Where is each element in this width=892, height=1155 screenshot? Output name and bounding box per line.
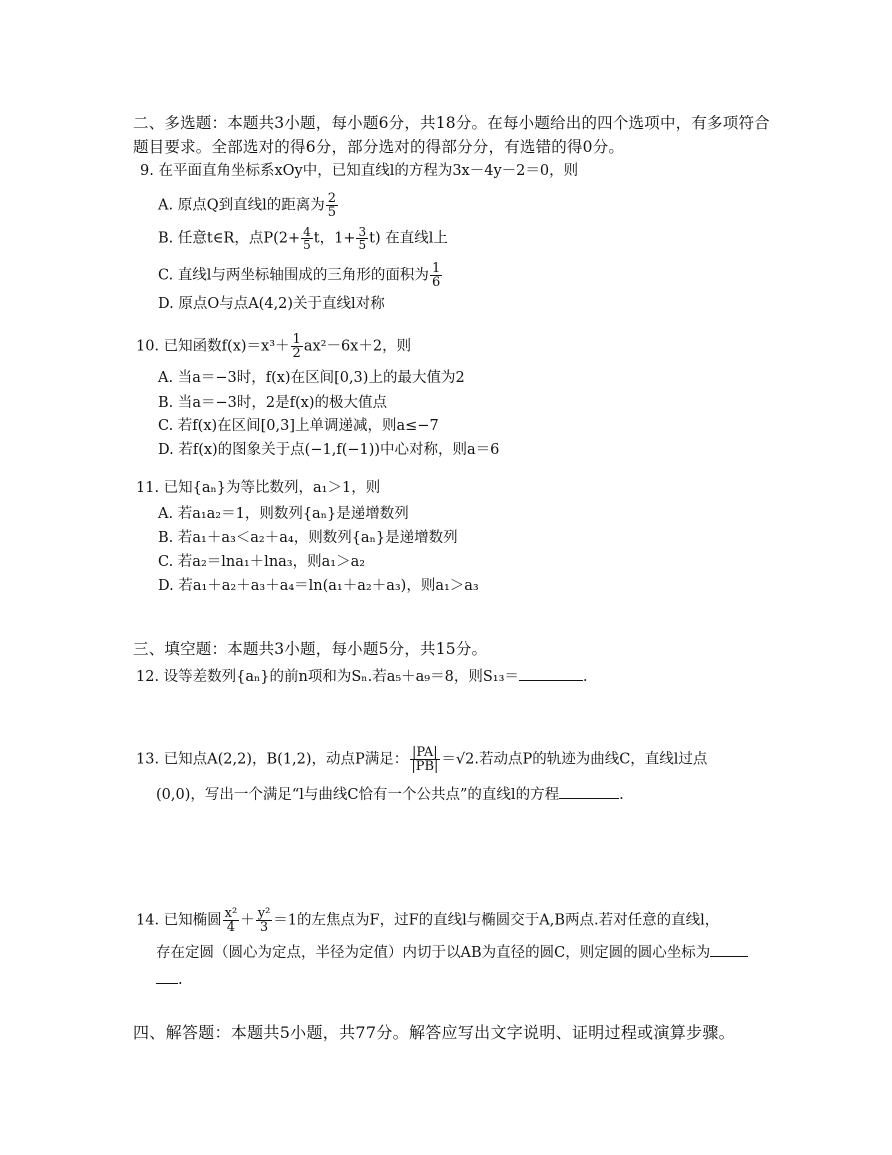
fraction <box>223 907 240 934</box>
answer-blank <box>559 784 619 799</box>
fraction <box>430 262 442 289</box>
q14-plus: ＋ <box>240 912 255 929</box>
fraction-numerator: |PA| <box>411 745 438 760</box>
q10-stem <box>136 333 411 360</box>
q11-option-b: B. 若a₁＋a₃＜a₂＋a₄，则数列{aₙ}是递增数列 <box>158 530 458 546</box>
fraction-numerator: y² <box>257 906 271 921</box>
fraction-numerator: 3 <box>358 225 367 239</box>
q12-text: 12. 设等差数列{aₙ}的前n项和为Sₙ.若a₅＋a₉＝8，则S₁₃＝ <box>136 669 519 685</box>
fraction-denominator: 5 <box>327 205 336 220</box>
q14-text-pre: 14. 已知椭圆 <box>136 912 222 929</box>
q10-option-c: C. 若f(x)在区间[0,3]上单调递减，则a≤−7 <box>158 418 439 434</box>
q10-stem-pre: 10. 已知函数f(x)＝x³＋ <box>136 338 290 355</box>
q9-option-d: D. 原点O与点A(4,2)关于直线l对称 <box>158 296 385 312</box>
q9-c-text: C. 直线l与两坐标轴围成的三角形的面积为 <box>158 267 429 284</box>
fraction-denominator: 6 <box>431 275 441 290</box>
fraction <box>256 907 273 934</box>
fraction <box>409 746 440 773</box>
q9-option-b <box>158 226 448 251</box>
q14-line2-text: 存在定圆（圆心为定点，半径为定值）内切于以AB为直径的圆C，则定圆的圆心坐标为 <box>156 945 711 961</box>
fraction-denominator: 2 <box>292 346 301 361</box>
q9-a-text: A. 原点Q到直线l的距离为 <box>158 197 325 214</box>
q9-stem: 9. 在平面直角坐标系xOy中，已知直线l的方程为3x－4y－2＝0，则 <box>140 163 579 179</box>
section2-heading-line2: 题目要求。全部选对的得6分，部分选对的得部分分，有选错的得0分。 <box>133 138 625 156</box>
section2-heading-line1: 二、多选题：本题共3小题，每小题6分，共18分。在每小题给出的四个选项中，有多项符合 <box>133 114 770 132</box>
q13-text-pre: 13. 已知点A(2,2)，B(1,2)，动点P满足： <box>136 751 409 768</box>
fraction-denominator: 4 <box>226 920 236 935</box>
q13-line1 <box>136 746 707 773</box>
q13-end: . <box>619 787 624 803</box>
answer-blank-continued <box>156 969 178 984</box>
q13-line2-text: (0,0)，写出一个满足“l与曲线C恰有一个公共点”的直线l的方程 <box>156 787 560 803</box>
fraction-denominator: |PB| <box>411 759 439 774</box>
fraction-numerator: x² <box>224 906 238 921</box>
q12-end: . <box>582 669 588 685</box>
q13-line2 <box>156 784 624 805</box>
fraction <box>326 192 338 219</box>
fraction-numerator: 1 <box>431 261 441 276</box>
q9-b-text-pre: B. 任意t∈R，点P(2+ <box>158 230 301 247</box>
q9-option-c <box>158 262 443 289</box>
q12-question <box>136 666 588 687</box>
q14-text-post: ＝1的左焦点为F，过F的直线l与椭圆交于A,B两点.若对任意的直线l， <box>273 912 720 929</box>
q14-line3 <box>156 969 183 990</box>
q10-option-d: D. 若f(x)的图象关于点(−1,f(−1))中心对称，则a＝6 <box>158 442 500 458</box>
answer-blank <box>710 942 748 957</box>
q10-option-a: A. 当a＝−3时，f(x)在区间[0,3)上的最大值为2 <box>158 370 465 386</box>
fraction <box>301 226 313 251</box>
q9-b-text-mid: t，1+ <box>313 230 356 247</box>
fraction-denominator: 5 <box>358 238 367 252</box>
q11-option-d: D. 若a₁＋a₂＋a₃＋a₄＝ln(a₁＋a₂＋a₃)，则a₁＞a₃ <box>158 578 479 594</box>
section3-heading: 三、填空题：本题共3小题，每小题5分，共15分。 <box>133 640 488 658</box>
fraction <box>291 333 303 360</box>
q11-option-c: C. 若a₂＝lna₁＋lna₃，则a₁＞a₂ <box>158 554 366 570</box>
q11-option-a: A. 若a₁a₂＝1，则数列{aₙ}是递增数列 <box>158 506 409 522</box>
fraction-numerator: 4 <box>303 225 311 239</box>
fraction-numerator: 2 <box>327 191 336 206</box>
answer-blank <box>519 666 583 681</box>
q11-stem: 11. 已知{aₙ}为等比数列，a₁＞1，则 <box>136 480 381 496</box>
fraction-numerator: 1 <box>292 332 301 347</box>
q14-end: . <box>178 972 183 988</box>
section4-heading: 四、解答题：本题共5小题，共77分。解答应写出文字说明、证明过程或演算步骤。 <box>133 1023 735 1042</box>
fraction <box>356 226 368 251</box>
q10-option-b: B. 当a＝−3时，2是f(x)的极大值点 <box>158 395 387 411</box>
q14-line2 <box>156 942 748 963</box>
fraction-denominator: 3 <box>259 920 269 935</box>
q9-option-a <box>158 192 339 219</box>
q13-text-post: ＝√2.若动点P的轨迹为曲线C，直线l过点 <box>441 751 708 768</box>
fraction-denominator: 5 <box>303 238 311 252</box>
q14-line1 <box>136 907 719 934</box>
q9-b-text-post: t) 在直线l上 <box>369 230 448 247</box>
q10-stem-post: ax²－6x＋2，则 <box>303 338 412 355</box>
